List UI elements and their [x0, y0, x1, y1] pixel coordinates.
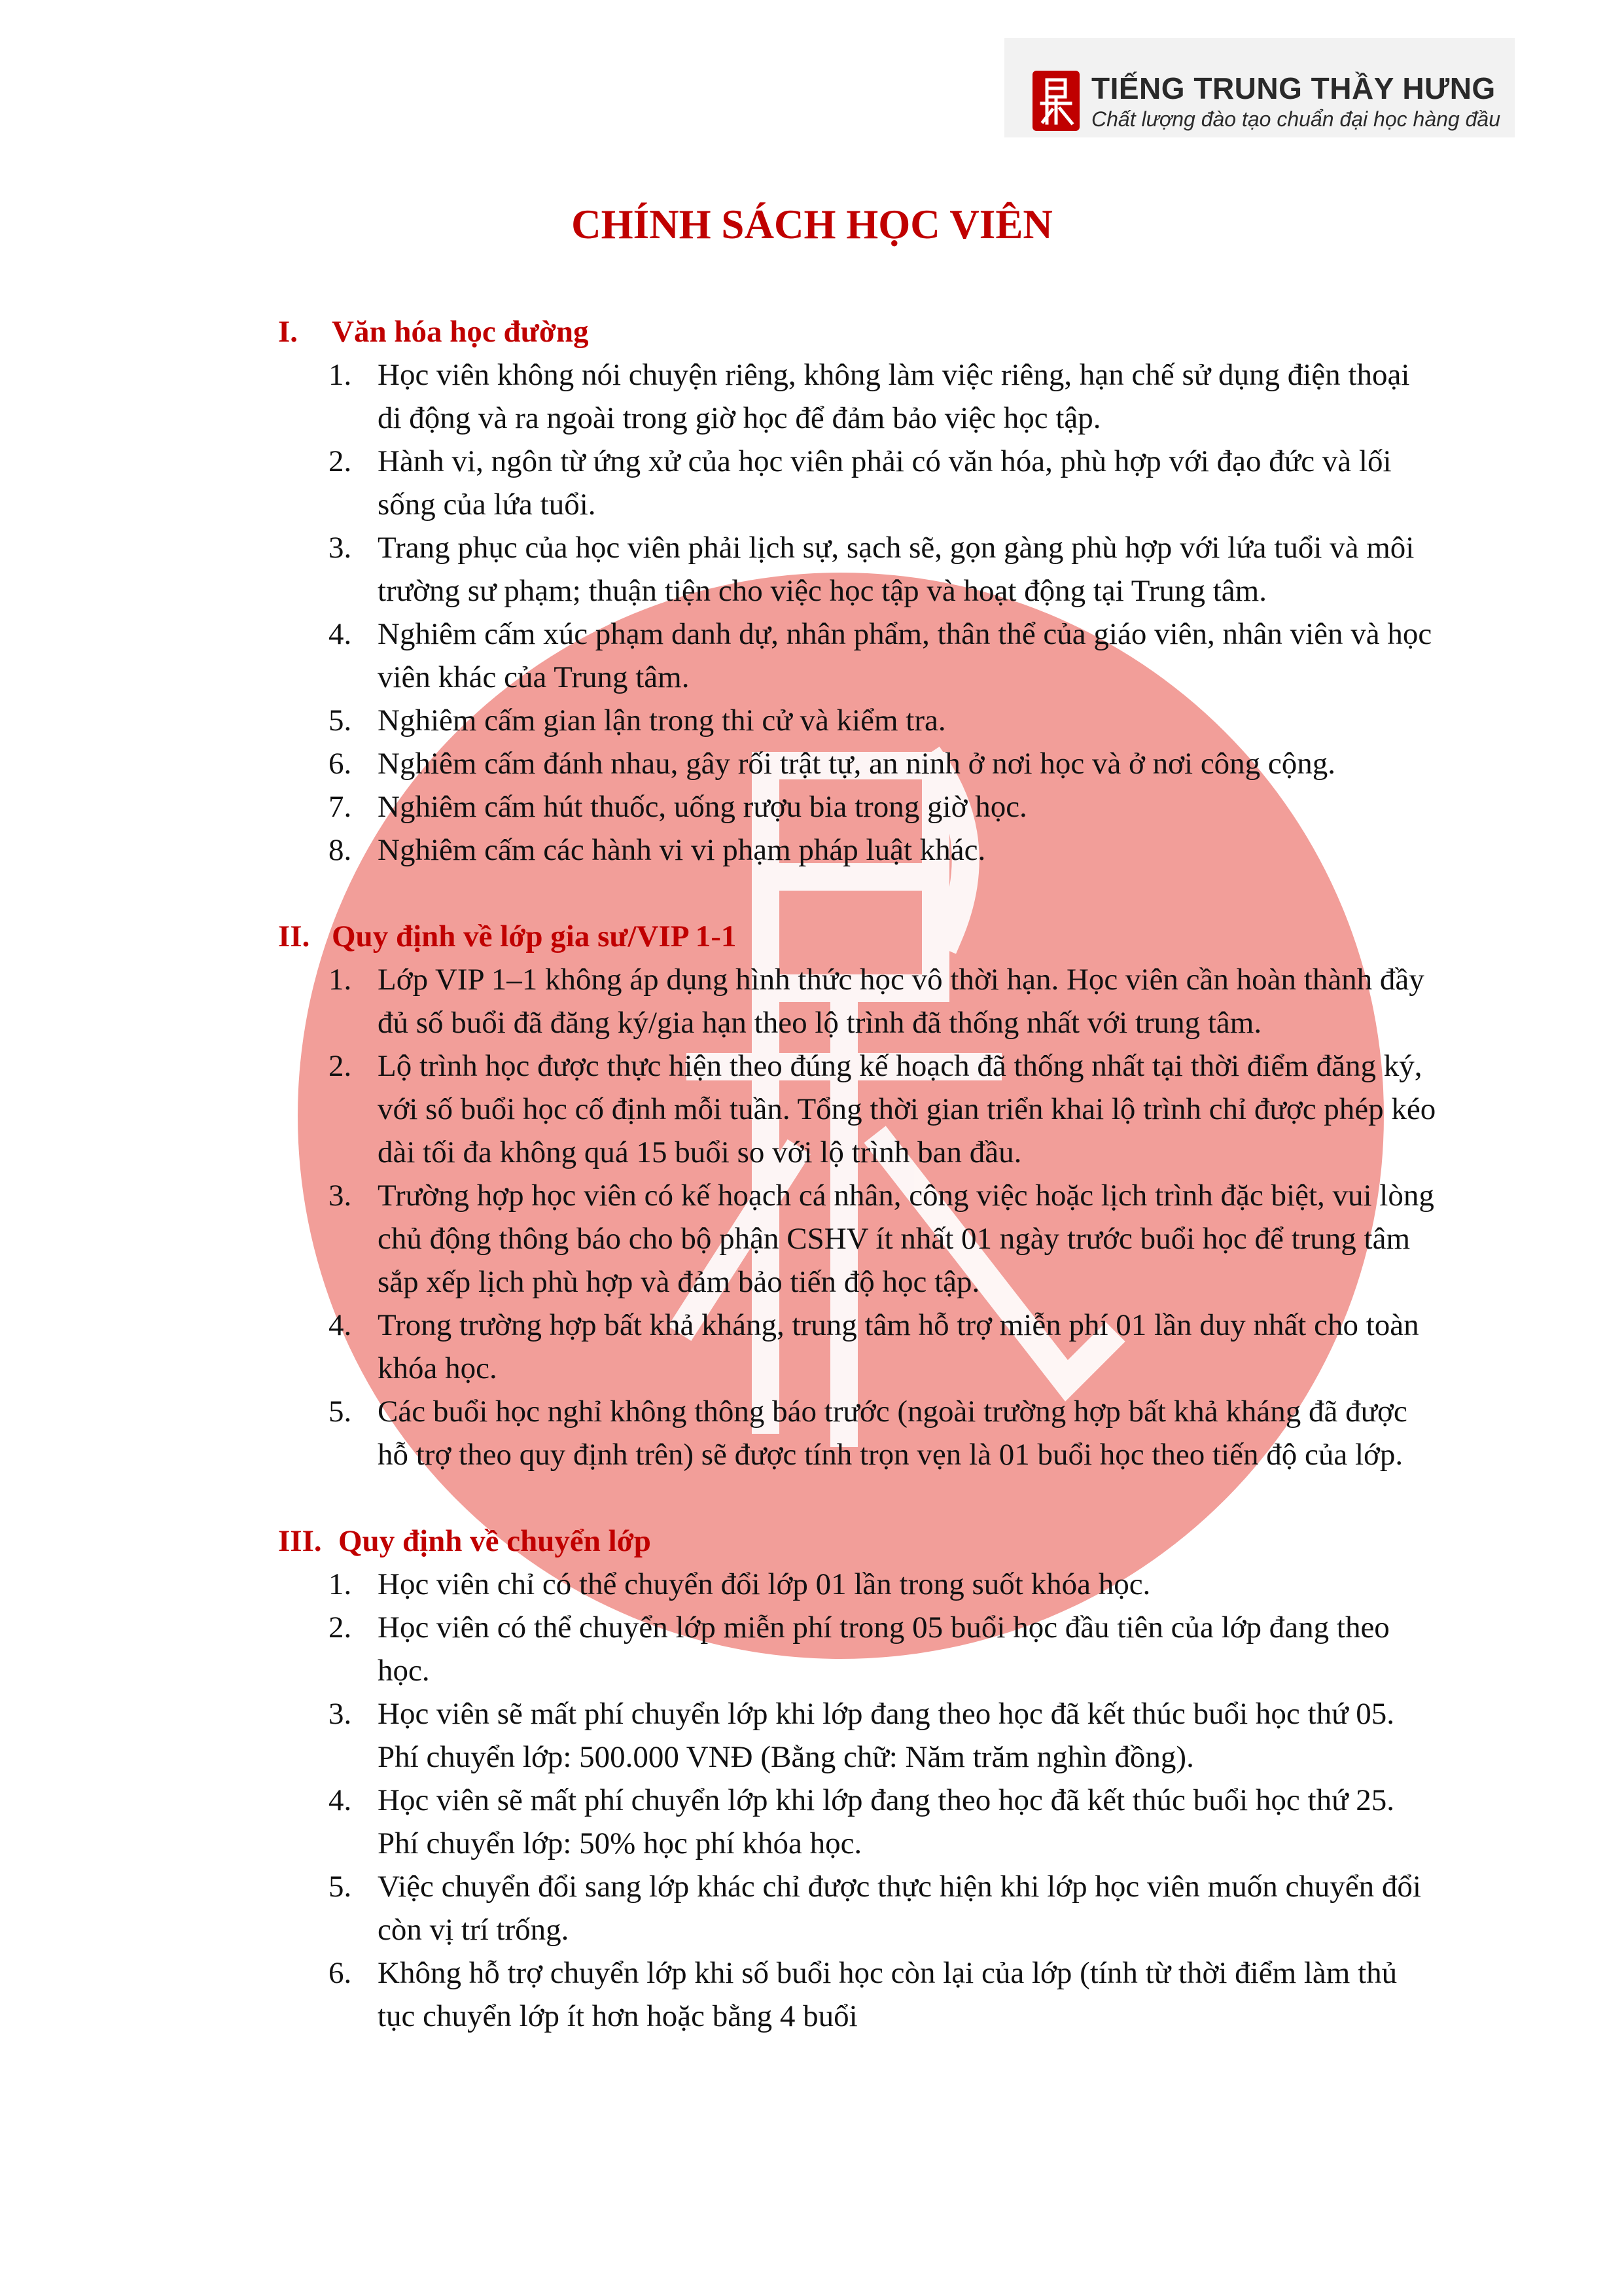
list-item-number: 8.	[328, 833, 352, 867]
list-item-text: Lớp VIP 1–1 không áp dụng hình thức học vô thời hạn. Học viên cần hoàn thành đầy đủ số buổi đã đăng ký/gia hạn theo lộ trình đã thống nhất với trung tâm.	[378, 963, 1424, 1040]
list-item-text: Học viên không nói chuyện riêng, không làm việc riêng, hạn chế sử dụng điện thoại di động và ra ngoài trong giờ học để đảm bảo việc học tập.	[378, 358, 1410, 435]
list-item-number: 6.	[328, 747, 352, 781]
list-item-text: Việc chuyển đổi sang lớp khác chỉ được thực hiện khi lớp học viên muốn chuyển đổi còn vị trí trống.	[378, 1870, 1421, 1947]
list-item-text: Hành vi, ngôn từ ứng xử của học viên phải có văn hóa, phù hợp với đạo đức và lối sống của lứa tuổi.	[378, 444, 1392, 522]
section-number: III.	[278, 1524, 322, 1558]
section-heading	[278, 915, 1521, 958]
brand-name: TIẾNG TRUNG THẦY HƯNG	[1091, 71, 1496, 105]
list-item-text: Trường hợp học viên có kế hoạch cá nhân, công việc hoặc lịch trình đặc biệt, vui lòng chủ động thông báo cho bộ phận CSHV ít nhất 01 ngày trước buổi học để trung tâm sắp xếp lịch phù hợp và đảm bảo tiến độ học tập.	[378, 1179, 1434, 1299]
list-item-text: Các buổi học nghỉ không thông báo trước (ngoài trường hợp bất khả kháng đã được hỗ trợ theo quy định trên) sẽ được tính trọn vẹn là 01 buổi học theo tiến độ của lớp.	[378, 1395, 1407, 1472]
list-item-text: Nghiêm cấm hút thuốc, uống rượu bia trong giờ học.	[378, 790, 1027, 824]
list-item-number: 5.	[328, 1870, 352, 1904]
section-title: Quy định về chuyển lớp	[338, 1524, 651, 1558]
section-number: I.	[278, 315, 298, 349]
list-item-text: Học viên chỉ có thể chuyển đổi lớp 01 lần trong suốt khóa học.	[378, 1567, 1151, 1601]
list-item-text: Học viên có thể chuyển lớp miễn phí trong 05 buổi học đầu tiên của lớp đang theo học.	[378, 1610, 1390, 1688]
list-item-number: 4.	[328, 1308, 352, 1342]
brand-logo-icon	[1033, 71, 1080, 131]
brand-tagline: Chất lượng đào tạo chuẩn đại học hàng đầu	[1091, 107, 1500, 131]
list-item-number: 5.	[328, 703, 352, 738]
list-item-number: 2.	[328, 1610, 352, 1645]
list-item-number: 7.	[328, 790, 352, 824]
list-item-text: Nghiêm cấm xúc phạm danh dự, nhân phẩm, thân thể của giáo viên, nhân viên và học viên khác của Trung tâm.	[378, 617, 1432, 694]
section-title: Văn hóa học đường	[332, 315, 589, 349]
section-heading	[278, 310, 1521, 353]
list-item-number: 3.	[328, 531, 352, 565]
list-item-number: 2.	[328, 444, 352, 478]
list-item-number: 3.	[328, 1697, 352, 1731]
list-item-number: 3.	[328, 1179, 352, 1213]
list-item-text: Không hỗ trợ chuyển lớp khi số buổi học còn lại của lớp (tính từ thời điểm làm thủ tục chuyển lớp ít hơn hoặc bằng 4 buổi	[378, 1956, 1398, 2033]
list-item-number: 5.	[328, 1395, 352, 1429]
list-item-number: 4.	[328, 617, 352, 651]
section-number: II.	[278, 919, 310, 953]
list-item-number: 1.	[328, 1567, 352, 1601]
section-heading	[278, 1520, 1521, 1563]
section-title: Quy định về lớp gia sư/VIP 1-1	[332, 919, 737, 953]
list-item-text: Nghiêm cấm các hành vi vi phạm pháp luật khác.	[378, 833, 986, 867]
list-item-text: Trang phục của học viên phải lịch sự, sạch sẽ, gọn gàng phù hợp với lứa tuổi và môi trường sư phạm; thuận tiện cho việc học tập và hoạt động tại Trung tâm.	[378, 531, 1415, 608]
list-item-number: 2.	[328, 1049, 352, 1083]
list-item-number: 4.	[328, 1783, 352, 1817]
list-item-text: Nghiêm cấm đánh nhau, gây rối trật tự, an ninh ở nơi học và ở nơi công cộng.	[378, 747, 1336, 781]
list-item-number: 1.	[328, 963, 352, 997]
list-item-text: Học viên sẽ mất phí chuyển lớp khi lớp đang theo học đã kết thúc buổi học thứ 25. Phí chuyển lớp: 50% học phí khóa học.	[378, 1783, 1395, 1860]
list-item-text: Trong trường hợp bất khả kháng, trung tâm hỗ trợ miễn phí 01 lần duy nhất cho toàn khóa học.	[378, 1308, 1419, 1385]
list-item-text: Học viên sẽ mất phí chuyển lớp khi lớp đang theo học đã kết thúc buổi học thứ 05. Phí chuyển lớp: 500.000 VNĐ (Bằng chữ: Năm trăm nghìn đồng).	[378, 1697, 1395, 1774]
list-item-number: 1.	[328, 358, 352, 392]
list-item-text: Lộ trình học được thực hiện theo đúng kế hoạch đã thống nhất tại thời điểm đăng ký, với số buổi học cố định mỗi tuần. Tổng thời gian triển khai lộ trình chỉ được phép kéo dài tối đa không quá 15 buổi so với lộ trình ban đầu.	[378, 1049, 1436, 1169]
list-item-number: 6.	[328, 1956, 352, 1990]
page-title: CHÍNH SÁCH HỌC VIÊN	[571, 202, 1053, 247]
list-item-text: Nghiêm cấm gian lận trong thi cử và kiểm tra.	[378, 703, 946, 738]
